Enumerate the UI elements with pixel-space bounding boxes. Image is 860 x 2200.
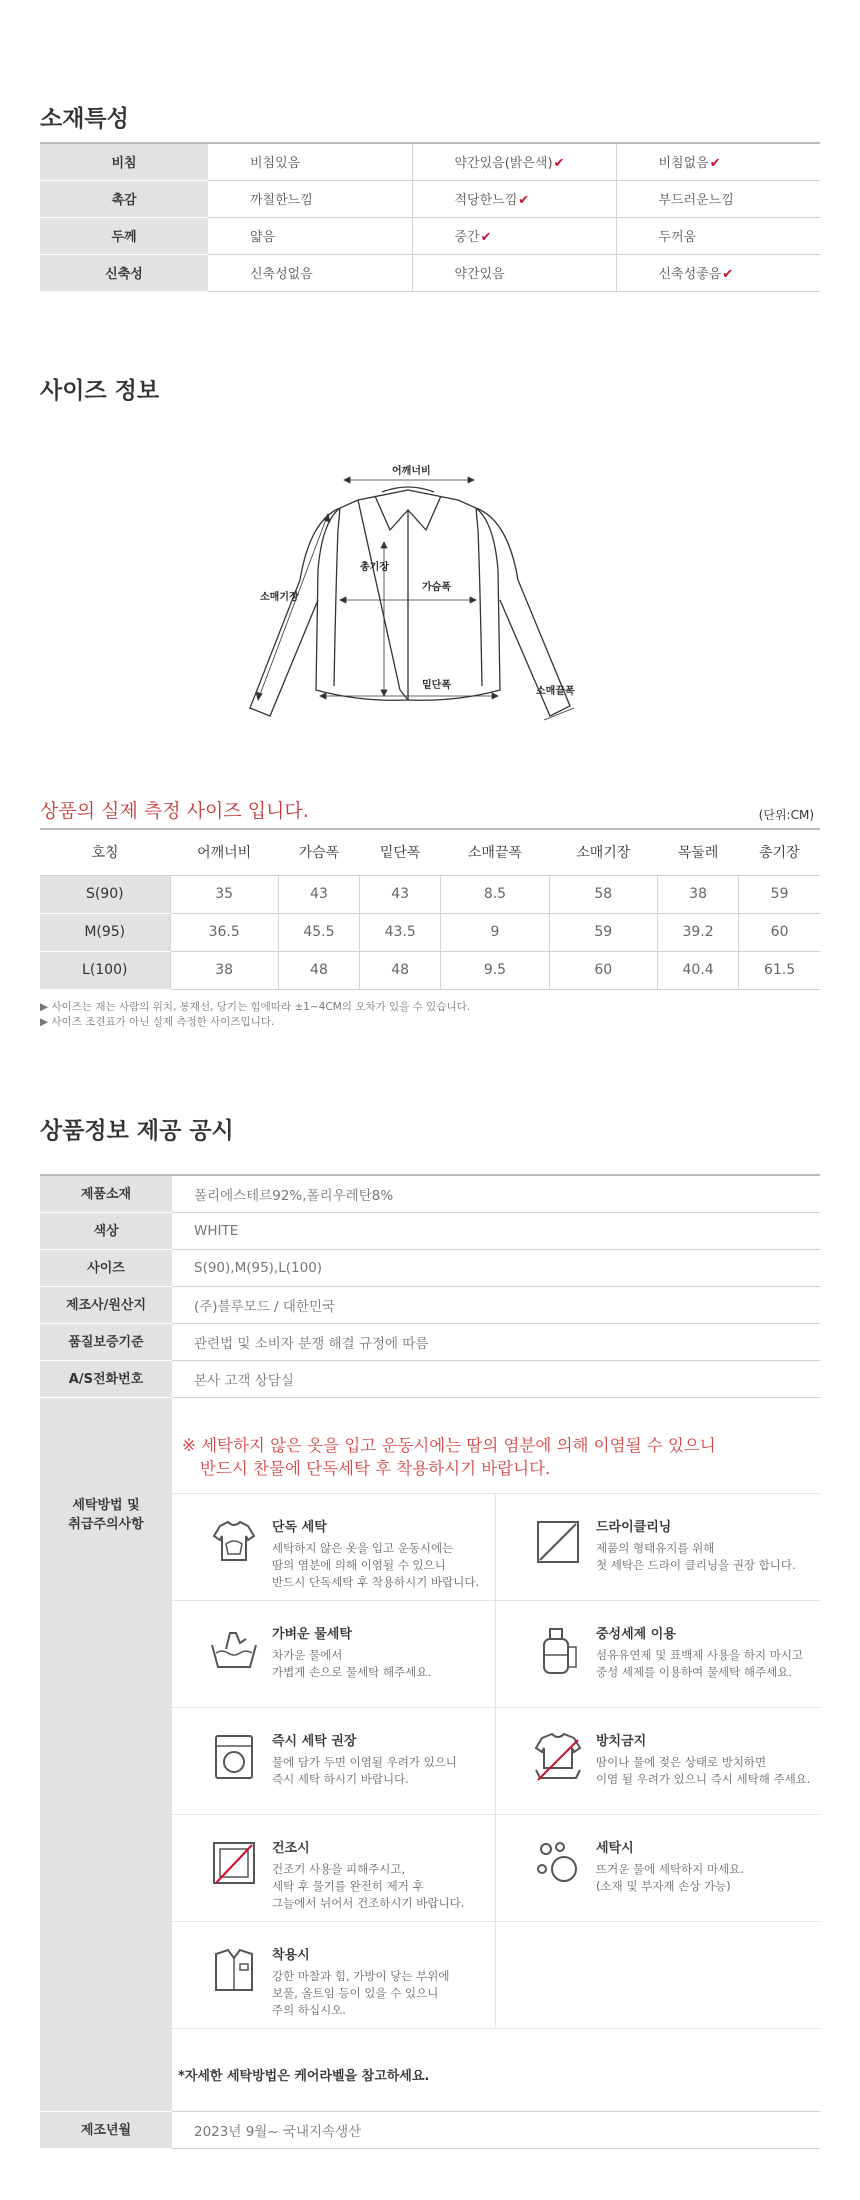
size-cell: 59 bbox=[739, 875, 820, 913]
size-notes bbox=[40, 1000, 470, 1030]
info-value: 관련법 및 소비자 분쟁 해결 규정에 따름 bbox=[194, 1336, 429, 1352]
care-item bbox=[172, 1922, 496, 2029]
care-item bbox=[496, 1494, 820, 1601]
label-chest: 가슴폭 bbox=[422, 582, 451, 593]
size-cell: 43 bbox=[278, 875, 359, 913]
care-note: *자세한 세탁방법은 케어라벨을 참고하세요. bbox=[178, 2069, 430, 2084]
info-row bbox=[40, 1361, 820, 1398]
care-desc: 뜨거운 물에 세탁하지 마세요. (소재 및 부자재 손상 가능) bbox=[596, 1862, 744, 1893]
size-note: ▶ 사이즈는 재는 사람의 위치, 봉재선, 당기는 힘에따라 ±1~4CM의 오차가 있을 수 있습니다. bbox=[40, 1001, 471, 1013]
size-col-header: 총기장 bbox=[739, 829, 820, 875]
info-label: 제조년월 bbox=[40, 2112, 172, 2149]
care-title: 방치금지 bbox=[596, 1734, 647, 1749]
size-cell: 38 bbox=[170, 951, 278, 989]
material-row bbox=[40, 217, 820, 254]
care-item bbox=[496, 1708, 820, 1815]
checkmark-icon: ✔ bbox=[553, 156, 565, 172]
info-row bbox=[40, 1324, 820, 1361]
care-desc: 땀이나 물에 젖은 상태로 방치하면 이염 될 우려가 있으니 즉시 세탁해 주세요. bbox=[596, 1755, 811, 1786]
no-dryer-icon bbox=[206, 1835, 262, 1891]
label-total: 총기장 bbox=[360, 562, 389, 573]
care-grid bbox=[172, 1493, 820, 2029]
material-option-text: 약간있음(밝은색) bbox=[454, 156, 553, 172]
care-item bbox=[496, 1815, 820, 1922]
care-title: 즉시 세탁 권장 bbox=[272, 1734, 357, 1749]
material-option bbox=[412, 217, 616, 254]
size-cell: 60 bbox=[549, 951, 657, 989]
size-col-header: 호칭 bbox=[40, 829, 170, 875]
material-option bbox=[616, 254, 820, 291]
info-row bbox=[40, 1176, 820, 1213]
wash-row bbox=[40, 1398, 820, 2112]
wash-warning-line1: ※ 세탁하지 않은 옷을 입고 운동시에는 땀의 염분에 의해 이염될 수 있으니 bbox=[182, 1436, 716, 1455]
size-row-header: S(90) bbox=[40, 875, 170, 913]
info-label: 색상 bbox=[40, 1213, 172, 1250]
info-label: 제품소재 bbox=[40, 1176, 172, 1213]
size-cell: 61.5 bbox=[739, 951, 820, 989]
material-option-text: 신축성좋음 bbox=[658, 267, 722, 282]
info-value: 폴리에스테르92%,폴리우레탄8% bbox=[194, 1188, 394, 1204]
info-row bbox=[40, 1213, 820, 1250]
label-sleeve: 소매기장 bbox=[260, 592, 299, 603]
size-cell: 48 bbox=[278, 951, 359, 989]
material-option bbox=[616, 143, 820, 180]
info-table bbox=[40, 1174, 820, 2149]
care-desc: 섬유유연제 및 표백제 사용을 하지 마시고 중성 세제를 이용하여 물세탁 해주세요. bbox=[596, 1648, 804, 1679]
size-cell: 43 bbox=[360, 875, 441, 913]
material-option bbox=[616, 217, 820, 254]
info-value: WHITE bbox=[194, 1223, 239, 1239]
table-row bbox=[40, 951, 820, 989]
wash-label: 세탁방법 및 취급주의사항 bbox=[40, 1398, 172, 2112]
care-item-empty bbox=[496, 1922, 820, 2029]
size-cell: 48 bbox=[360, 951, 441, 989]
care-item bbox=[172, 1494, 496, 1601]
material-option-text: 적당한느낌 bbox=[454, 193, 518, 208]
material-option bbox=[412, 254, 616, 291]
size-cell: 45.5 bbox=[278, 913, 359, 951]
size-cell: 35 bbox=[170, 875, 278, 913]
material-label: 두께 bbox=[40, 217, 208, 254]
label-cuff: 소매끝폭 bbox=[536, 686, 575, 697]
detergent-icon bbox=[530, 1621, 586, 1677]
care-item bbox=[496, 1601, 820, 1708]
material-label: 신축성 bbox=[40, 254, 208, 291]
material-label: 비침 bbox=[40, 143, 208, 180]
size-col-header: 밑단폭 bbox=[360, 829, 441, 875]
info-row bbox=[40, 1287, 820, 1324]
info-title: 상품정보 제공 공시 bbox=[40, 1118, 234, 1144]
care-desc: 제품의 형태유지를 위해 첫 세탁은 드라이 클리닝을 권장 합니다. bbox=[596, 1541, 796, 1572]
info-label: 제조사/원산지 bbox=[40, 1287, 172, 1324]
material-table bbox=[40, 142, 820, 292]
material-option bbox=[208, 180, 412, 217]
care-desc: 차가운 물에서 가볍게 손으로 물세탁 해주세요. bbox=[272, 1648, 432, 1679]
info-label: A/S전화번호 bbox=[40, 1361, 172, 1398]
washing-machine-icon bbox=[206, 1728, 262, 1784]
material-option-text: 비침있음 bbox=[250, 156, 301, 172]
care-title: 드라이클리닝 bbox=[596, 1520, 672, 1535]
material-option bbox=[208, 217, 412, 254]
material-option-text: 약간있음 bbox=[454, 267, 505, 282]
info-label: 품질보증기준 bbox=[40, 1324, 172, 1361]
material-option bbox=[616, 180, 820, 217]
size-col-header: 목둘레 bbox=[657, 829, 738, 875]
size-cell: 39.2 bbox=[657, 913, 738, 951]
size-cell: 9 bbox=[441, 913, 549, 951]
care-desc: 세탁하지 않은 옷을 입고 운동시에는 땀의 염분에 의해 이염될 수 있으니 반드시 단독세탁 후 착용하시기 바랍니다. bbox=[272, 1541, 480, 1589]
care-desc: 물에 담가 두면 이염될 우려가 있으니 즉시 세탁 하시기 바랍니다. bbox=[272, 1755, 457, 1786]
info-value: (주)블루모드 / 대한민국 bbox=[194, 1299, 336, 1315]
dry-clean-icon bbox=[530, 1514, 586, 1570]
size-cell: 38 bbox=[657, 875, 738, 913]
material-option bbox=[208, 143, 412, 180]
care-title: 중성세제 이용 bbox=[596, 1627, 676, 1642]
size-cell: 40.4 bbox=[657, 951, 738, 989]
material-title: 소재특성 bbox=[40, 106, 129, 132]
shirt-wear-icon bbox=[206, 1942, 262, 1998]
care-title: 건조시 bbox=[272, 1841, 310, 1856]
info-label: 사이즈 bbox=[40, 1250, 172, 1287]
size-cell: 8.5 bbox=[441, 875, 549, 913]
size-row-header: M(95) bbox=[40, 913, 170, 951]
size-cell: 58 bbox=[549, 875, 657, 913]
size-row-header: L(100) bbox=[40, 951, 170, 989]
material-option bbox=[412, 180, 616, 217]
size-headline: 상품의 실제 측정 사이즈 입니다. bbox=[40, 800, 309, 822]
care-item bbox=[172, 1708, 496, 1815]
tshirt-wash-icon bbox=[206, 1514, 262, 1570]
care-desc: 건조기 사용을 피해주시고, 세탁 후 물기를 완전히 제거 후 그늘에서 뉘어서 건조하시기 바랍니다. bbox=[272, 1862, 465, 1910]
size-cell: 59 bbox=[549, 913, 657, 951]
material-option-text: 신축성없음 bbox=[250, 267, 313, 282]
checkmark-icon: ✔ bbox=[709, 156, 721, 172]
size-cell: 36.5 bbox=[170, 913, 278, 951]
size-unit: (단위:CM) bbox=[758, 808, 814, 822]
material-row bbox=[40, 180, 820, 217]
wash-warning bbox=[172, 1398, 820, 1493]
material-row bbox=[40, 254, 820, 291]
material-option bbox=[412, 143, 616, 180]
care-item bbox=[172, 1815, 496, 1922]
hand-wash-icon bbox=[206, 1621, 262, 1677]
material-option-text: 부드러운느낌 bbox=[658, 193, 734, 208]
material-option-text: 까칠한느낌 bbox=[250, 193, 313, 208]
wash-content bbox=[172, 1398, 820, 2111]
label-hem: 밑단폭 bbox=[422, 680, 451, 691]
checkmark-icon: ✔ bbox=[518, 193, 530, 208]
size-col-header: 소매기장 bbox=[549, 829, 657, 875]
care-title: 세탁시 bbox=[596, 1841, 634, 1856]
material-option-text: 비침없음 bbox=[658, 156, 709, 172]
size-col-header: 가슴폭 bbox=[278, 829, 359, 875]
size-title: 사이즈 정보 bbox=[40, 378, 160, 404]
wash-warning-line2: 반드시 찬물에 단독세탁 후 착용하시기 바랍니다. bbox=[200, 1459, 551, 1478]
material-option-text: 얇음 bbox=[250, 230, 276, 245]
size-col-header: 소매끝폭 bbox=[441, 829, 549, 875]
info-value: S(90),M(95),L(100) bbox=[194, 1260, 323, 1276]
size-diagram bbox=[240, 460, 600, 740]
care-item bbox=[172, 1601, 496, 1708]
checkmark-icon: ✔ bbox=[480, 230, 492, 245]
table-row bbox=[40, 875, 820, 913]
size-table bbox=[40, 828, 820, 990]
bubbles-icon bbox=[530, 1835, 586, 1891]
size-note: ▶ 사이즈 조견표가 아닌 실제 측정한 사이즈입니다. bbox=[40, 1016, 275, 1028]
info-value: 2023년 9월~ 국내지속생산 bbox=[194, 2124, 362, 2140]
material-option-text: 중간 bbox=[454, 230, 480, 245]
care-title: 단독 세탁 bbox=[272, 1520, 327, 1535]
info-row-made bbox=[40, 2112, 820, 2149]
care-title: 착용시 bbox=[272, 1948, 310, 1963]
no-soak-icon bbox=[530, 1728, 586, 1784]
care-title: 가벼운 물세탁 bbox=[272, 1627, 352, 1642]
table-row bbox=[40, 913, 820, 951]
checkmark-icon: ✔ bbox=[722, 267, 734, 282]
size-cell: 60 bbox=[739, 913, 820, 951]
material-option bbox=[208, 254, 412, 291]
size-col-header: 어깨너비 bbox=[170, 829, 278, 875]
material-option-text: 두꺼움 bbox=[658, 230, 697, 245]
care-desc: 강한 마찰과 힘, 가방이 닿는 부위에 보풀, 올트임 등이 있을 수 있으니 주의 하십시오. bbox=[272, 1969, 450, 2017]
size-cell: 9.5 bbox=[441, 951, 549, 989]
material-row bbox=[40, 143, 820, 180]
info-row bbox=[40, 1250, 820, 1287]
label-shoulder: 어깨너비 bbox=[392, 466, 431, 477]
size-cell: 43.5 bbox=[360, 913, 441, 951]
material-label: 촉감 bbox=[40, 180, 208, 217]
info-value: 본사 고객 상담실 bbox=[194, 1373, 294, 1389]
